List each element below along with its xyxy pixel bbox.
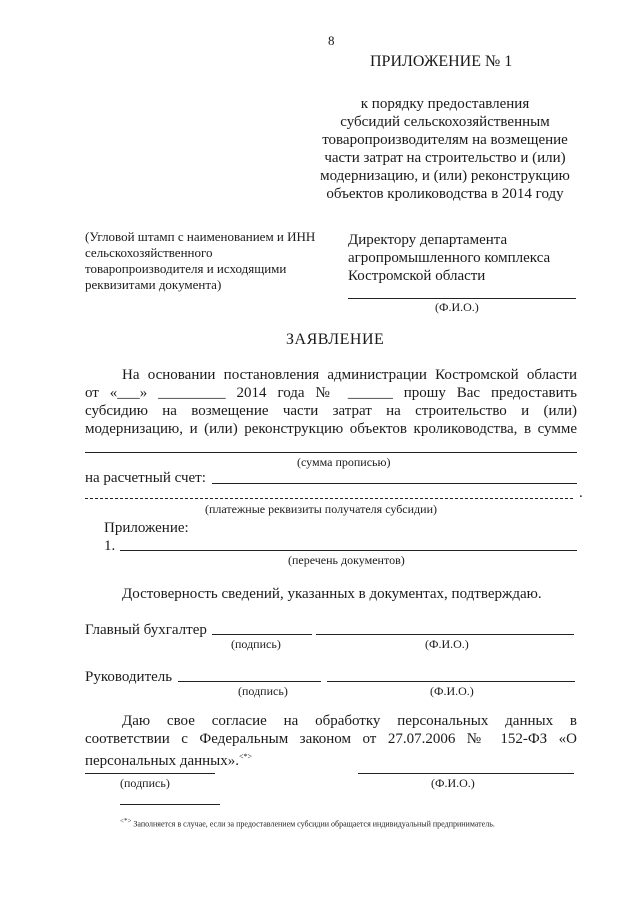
accountant-fio-line[interactable]: [316, 634, 574, 635]
consent-line-2: соответствии с Федеральным законом от 27.07.2006 № 152-ФЗ «О: [85, 731, 577, 747]
head-fio-line[interactable]: [327, 681, 575, 682]
addressee-fio-caption: (Ф.И.О.): [435, 300, 479, 314]
head-sign-line[interactable]: [178, 681, 321, 682]
attachment-line[interactable]: [120, 550, 577, 551]
page-number: 8: [328, 33, 335, 48]
consent-sign-line[interactable]: [85, 773, 215, 774]
appendix-line: объектов кролиководства в 2014 году: [326, 186, 564, 202]
stamp-line: (Угловой штамп с наименованием и ИНН: [85, 229, 316, 244]
body-line-4: модернизацию, и (или) реконструкцию объектов кролиководства, в сумме: [85, 421, 577, 437]
consent-footnote-mark: <*>: [239, 752, 253, 761]
accountant-fio-caption: (Ф.И.О.): [425, 637, 469, 651]
consent-line-1: Даю свое согласие на обработку персональных данных в: [122, 713, 577, 729]
stamp-line: сельскохозяйственного: [85, 245, 213, 260]
account-label: на расчетный счет:: [85, 470, 206, 486]
appendix-title: ПРИЛОЖЕНИЕ № 1: [370, 53, 513, 70]
document-title: ЗАЯВЛЕНИЕ: [286, 331, 385, 348]
stamp-line: товаропроизводителя и исходящими: [85, 261, 287, 276]
stamp-line: реквизитами документа): [85, 277, 222, 292]
sum-in-words-line[interactable]: [85, 452, 577, 453]
appendix-line: модернизацию, и (или) реконструкцию: [320, 168, 570, 184]
attachment-label: Приложение:: [104, 520, 189, 536]
accountant-sign-caption: (подпись): [231, 637, 281, 651]
accountant-sign-line[interactable]: [212, 634, 312, 635]
footnote-mark: <*>: [120, 817, 132, 825]
appendix-line: к порядку предоставления: [360, 96, 530, 112]
consent-line-3: [85, 748, 252, 770]
corner-stamp-note: [85, 229, 315, 293]
accountant-label: Главный бухгалтер: [85, 622, 207, 638]
consent-fio-line[interactable]: [358, 773, 574, 774]
account-line[interactable]: [212, 483, 577, 484]
appendix-line: субсидий сельскохозяйственным: [340, 114, 550, 130]
body-line-3: субсидию на возмещение части затрат на строительство и (или): [85, 403, 577, 419]
account-line-2[interactable]: [85, 498, 573, 499]
body-line-2: от «___» _________ 2014 года № ______ прошу Вас предоставить: [85, 385, 577, 401]
footnote-separator: [120, 804, 220, 805]
appendix-subtitle: [295, 95, 595, 203]
addressee-line: Костромской области: [348, 268, 486, 284]
appendix-line: товаропроизводителям на возмещение: [322, 132, 568, 148]
attachment-caption: (перечень документов): [288, 553, 405, 567]
addressee-line: Директору департамента: [348, 232, 508, 248]
footnote-text: Заполняется в случае, если за предоставлением субсидии обращается индивидуальный предприниматель.: [133, 819, 495, 829]
consent-fio-caption: (Ф.И.О.): [431, 776, 475, 790]
confirmation-text: Достоверность сведений, указанных в документах, подтверждаю.: [122, 586, 542, 602]
appendix-line: части затрат на строительство и (или): [324, 150, 566, 166]
sum-caption: (сумма прописью): [297, 455, 391, 469]
account-caption: (платежные реквизиты получателя субсидии): [205, 502, 437, 516]
addressee-fio-line[interactable]: [348, 298, 576, 299]
addressee-line: агропромышленного комплекса: [348, 250, 551, 266]
footnote: [120, 816, 495, 830]
attachment-item-number: 1.: [104, 538, 116, 554]
body-line-1: На основании постановления администрации Костромской области: [122, 367, 577, 383]
head-fio-caption: (Ф.И.О.): [430, 684, 474, 698]
addressee-block: [348, 231, 550, 285]
account-period: .: [579, 485, 583, 501]
head-sign-caption: (подпись): [238, 684, 288, 698]
consent-line-3-text: персональных данных».: [85, 753, 240, 769]
consent-sign-caption: (подпись): [120, 776, 170, 790]
head-label: Руководитель: [85, 669, 173, 685]
